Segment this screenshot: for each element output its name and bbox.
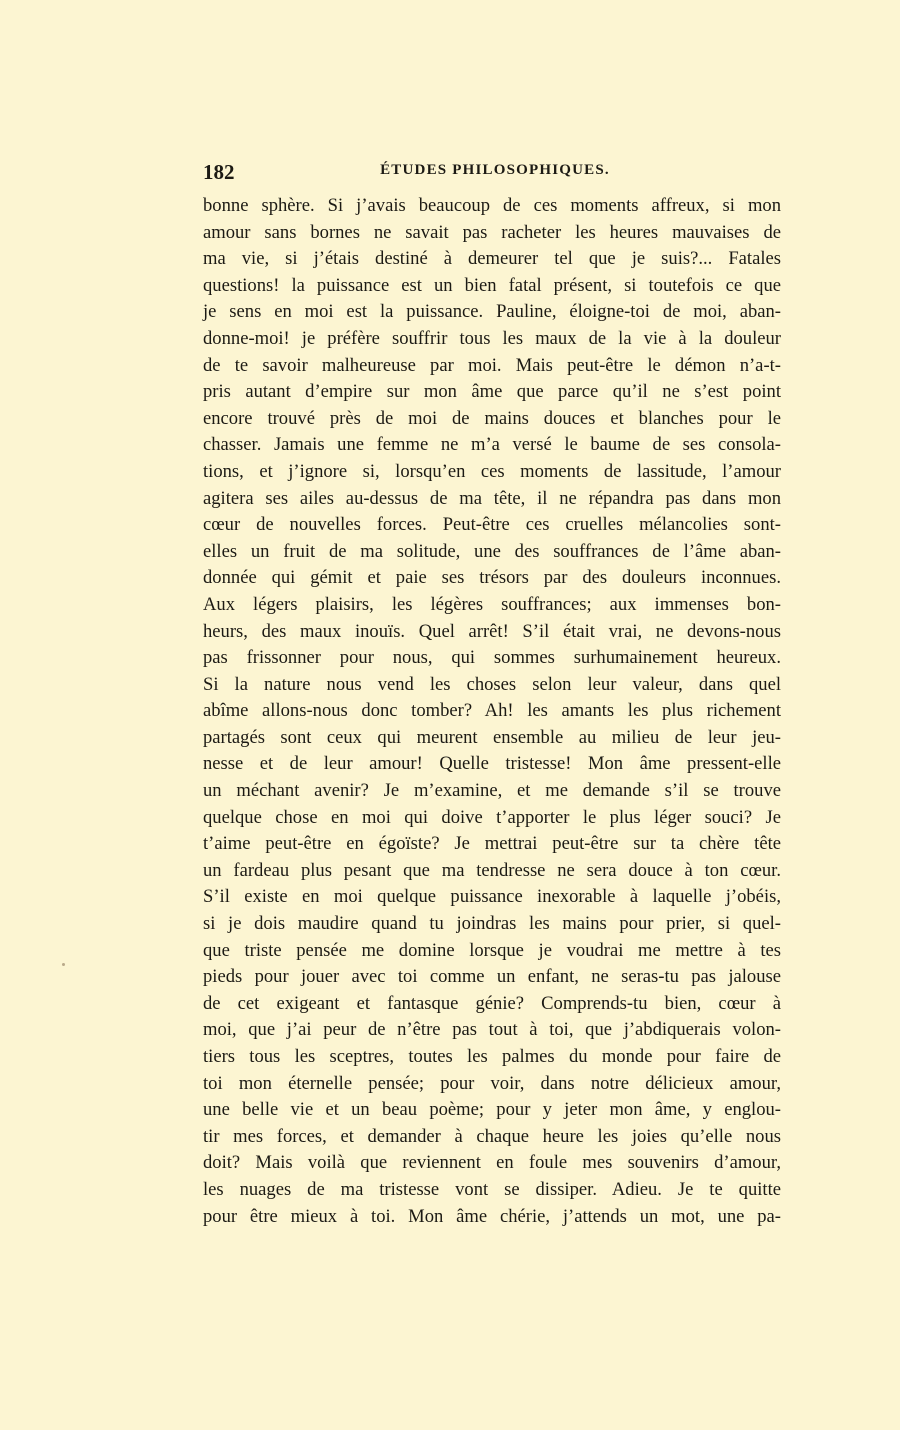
text-line: abîme allons-nous donc tomber? Ah! les amants les plus richement — [203, 700, 781, 722]
text-line: donnée qui gémit et paie ses trésors par des douleurs inconnues. — [203, 567, 781, 589]
text-line: t’aime peut-être en égoïste? Je mettrai peut-être sur ta chère tête — [203, 833, 781, 855]
text-line: de te savoir malheureuse par moi. Mais peut-être le démon n’a-t- — [203, 354, 781, 376]
text-line: moi, que j’ai peur de n’être pas tout à toi, que j’abdiquerais volon- — [203, 1019, 781, 1041]
text-line: doit? Mais voilà que reviennent en foule mes souvenirs d’amour, — [203, 1152, 781, 1174]
text-line: les nuages de ma tristesse vont se dissiper. Adieu. Je te quitte — [203, 1178, 781, 1200]
text-line: agitera ses ailes au-dessus de ma tête, il ne répandra pas dans mon — [203, 487, 781, 509]
text-line: je sens en moi est la puissance. Pauline, éloigne-toi de moi, aban- — [203, 301, 781, 323]
text-line: tiers tous les sceptres, toutes les palmes du monde pour faire de — [203, 1046, 781, 1067]
text-line: amour sans bornes ne savait pas racheter les heures mauvaises de — [203, 221, 781, 243]
text-line: nesse et de leur amour! Quelle tristesse! Mon âme pressent-elle — [203, 753, 781, 775]
text-line: si je dois maudire quand tu joindras les mains pour prier, si quel- — [203, 913, 781, 935]
body-text — [203, 193, 781, 1230]
text-line: pris autant d’empire sur mon âme que parce qu’il ne s’est point — [203, 381, 781, 403]
text-line: quelque chose en moi qui doive t’apporter le plus léger souci? Je — [203, 806, 781, 828]
text-line: chasser. Jamais une femme ne m’a versé le baume de ses consola- — [203, 434, 781, 456]
text-line: heurs, des maux inouïs. Quel arrêt! S’il était vrai, ne devons-nous — [203, 620, 781, 642]
text-line: questions! la puissance est un bien fatal présent, si toutefois ce que — [203, 274, 781, 296]
text-line: encore trouvé près de moi de mains douces et blanches pour le — [203, 407, 781, 429]
text-line: partagés sont ceux qui meurent ensemble au milieu de leur jeu- — [203, 726, 781, 748]
text-line: bonne sphère. Si j’avais beaucoup de ces moments affreux, si mon — [203, 195, 781, 216]
paper-speck — [62, 963, 65, 966]
text-line: un fardeau plus pesant que ma tendresse ne sera douce à ton cœur. — [203, 859, 781, 881]
text-line: pas frissonner pour nous, qui sommes surhumainement heureux. — [203, 647, 781, 669]
text-line: cœur de nouvelles forces. Peut-être ces cruelles mélancolies sont- — [203, 514, 781, 536]
text-line: Si la nature nous vend les choses selon leur valeur, dans quel — [203, 673, 781, 695]
text-line: Aux légers plaisirs, les légères souffrances; aux immenses bon- — [203, 593, 781, 615]
text-line: une belle vie et un beau poème; pour y jeter mon âme, y englou- — [203, 1099, 781, 1121]
text-line: tir mes forces, et demander à chaque heure les joies qu’elle nous — [203, 1125, 781, 1147]
text-line: elles un fruit de ma solitude, une des souffrances de l’âme aban- — [203, 540, 781, 562]
text-line: tions, et j’ignore si, lorsqu’en ces moments de lassitude, l’amour — [203, 460, 781, 482]
running-head: ÉTUDES PHILOSOPHIQUES. — [380, 162, 610, 178]
text-line: un méchant avenir? Je m’examine, et me demande s’il se trouve — [203, 780, 781, 802]
text-line: pour être mieux à toi. Mon âme chérie, j’attends un mot, une pa- — [203, 1205, 781, 1227]
text-line: pieds pour jouer avec toi comme un enfant, ne seras-tu pas jalouse — [203, 966, 781, 988]
text-line: ma vie, si j’étais destiné à demeurer tel que je suis?... Fatales — [203, 248, 781, 270]
text-line: donne-moi! je préfère souffrir tous les maux de la vie à la douleur — [203, 327, 781, 349]
text-line: S’il existe en moi quelque puissance inexorable à laquelle j’obéis, — [203, 886, 781, 908]
text-line: que triste pensée me domine lorsque je voudrai me mettre à tes — [203, 939, 781, 961]
text-line: de cet exigeant et fantasque génie? Comprends-tu bien, cœur à — [203, 992, 781, 1014]
text-line: toi mon éternelle pensée; pour voir, dans notre délicieux amour, — [203, 1072, 781, 1094]
page-number: 182 — [203, 160, 235, 184]
